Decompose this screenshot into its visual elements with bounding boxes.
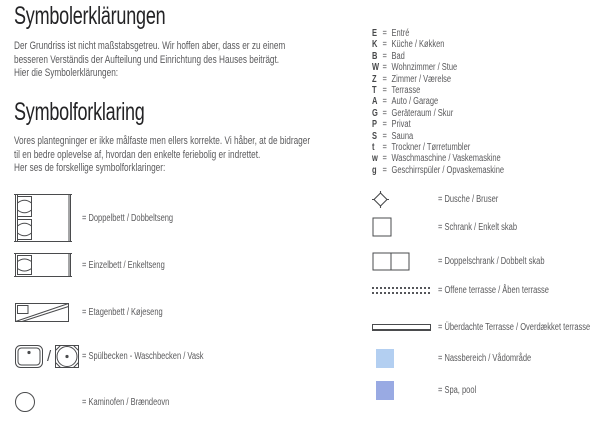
intro-text-danish [14, 135, 409, 176]
code-label: Auto / Garage [391, 96, 439, 108]
code-label: Terrasse [391, 84, 421, 96]
code-letter: K [372, 39, 378, 51]
equals-sign: = [382, 73, 387, 85]
legend-row-spa-pool [372, 381, 489, 400]
code-row [372, 119, 504, 130]
intro-danish-line: Her ses de forskellige symbolforklaringer: [14, 162, 166, 174]
intro-danish-line: Vores plantegninger er ikke målfaste men ellers korrekte. Vi håber, at de bidrager [14, 135, 311, 147]
legend-label: = Überdachte Terrasse / Overdækket terrasse [438, 321, 591, 333]
code-label: Trockner / Tørretumbler [391, 141, 471, 153]
code-row [372, 153, 504, 164]
intro-german-line: besseren Verständis der Aufteilung und Einrichtung des Hauses beiträgt. [14, 53, 280, 66]
page-title-danish: Symbolforklaring [14, 98, 145, 126]
equals-sign: = [382, 96, 387, 108]
sink-icons [14, 344, 82, 369]
legend-label: = Schrank / Enkelt skab [438, 221, 518, 233]
code-row [372, 108, 504, 119]
code-label: Sauna [391, 130, 414, 142]
legend-label: = Etagenbett / Køjeseng [82, 307, 163, 318]
legend-row-open-terrace [372, 286, 586, 294]
spa-pool-icon [372, 381, 438, 400]
code-row [372, 85, 504, 96]
code-letter: Z [372, 73, 377, 85]
equals-sign: = [382, 50, 387, 62]
equals-sign: = [382, 153, 387, 165]
legend-label: = Doppelschrank / Dobbelt skab [438, 256, 545, 267]
code-row [372, 131, 504, 142]
code-letter: B [372, 50, 378, 62]
double-cabinet-icon [372, 252, 438, 271]
slash-separator: / [47, 347, 52, 365]
legend-row-wood-stove [14, 391, 198, 413]
legend-label: = Doppelbett / Dobbeltseng [82, 212, 174, 224]
single-bed-icon [14, 252, 82, 278]
legend-label: = Spa, pool [438, 385, 477, 396]
code-row [372, 62, 504, 73]
code-letter: g [372, 164, 377, 176]
code-label: Privat [391, 119, 411, 131]
code-row [372, 39, 504, 50]
intro-german-line: Der Grundriss ist nicht maßstabsgetreu. Wir hoffen aber, dass er zu einem [14, 40, 286, 52]
legend-label: = Spülbecken - Waschbecken / Vask [82, 350, 204, 362]
equals-sign: = [382, 39, 387, 51]
room-letter-codes [372, 28, 504, 176]
legend-row-single-bed [14, 252, 192, 278]
legend-row-sink [14, 343, 244, 369]
code-label: Geschirrspüler / Opvaskemaskine [391, 164, 505, 176]
legend-row-cabinet [372, 217, 543, 237]
code-row [372, 165, 504, 176]
code-letter: P [372, 119, 378, 131]
code-label: Waschmaschine / Vaskemaskine [391, 153, 501, 165]
wet-area-icon [372, 349, 438, 368]
code-letter: T [372, 84, 377, 96]
equals-sign: = [382, 141, 387, 153]
code-label: Wohnzimmer / Stue [391, 62, 458, 74]
covered-terrace-icon [372, 324, 438, 331]
code-letter: E [372, 28, 378, 39]
code-letter: W [372, 62, 380, 74]
legend-row-wet-area [372, 349, 562, 368]
intro-danish-line: til en bedre oplevelse af, hvordan den enkelte feriebolig er indrettet. [14, 148, 261, 161]
legend-label: = Dusche / Bruser [438, 194, 499, 205]
code-letter: A [372, 96, 378, 108]
legend-label: = Nassbereich / Vådområde [438, 353, 532, 364]
code-letter: w [372, 153, 378, 165]
open-terrace-icon [372, 287, 438, 294]
page-title-german: Symbolerklärungen [14, 2, 166, 30]
kitchen-sink-icon [14, 344, 44, 369]
legend-row-bunk-bed [14, 302, 190, 323]
legend-row-shower [372, 191, 518, 208]
double-bed-icon [14, 193, 82, 243]
legend-row-double-cabinet [372, 252, 580, 271]
code-label: Küche / Køkken [391, 39, 445, 51]
code-label: Zimmer / Værelse [391, 73, 452, 85]
equals-sign: = [382, 119, 387, 131]
code-letter: G [372, 107, 378, 119]
code-row [372, 96, 504, 107]
code-label: Geräteraum / Skur [391, 107, 454, 119]
legend-row-covered-terrace [372, 323, 600, 331]
bunk-bed-icon [14, 302, 82, 323]
equals-sign: = [382, 130, 387, 142]
equals-sign: = [382, 107, 387, 119]
legend-label: = Offene terrasse / Åben terrasse [438, 284, 549, 296]
equals-sign: = [382, 62, 387, 74]
code-letter: t [372, 141, 375, 153]
code-row [372, 51, 504, 62]
legend-label: = Einzelbett / Enkeltseng [82, 259, 165, 271]
code-row [372, 142, 504, 153]
wash-basin-icon [54, 344, 80, 369]
code-letter: S [372, 130, 378, 142]
code-label: Entré [391, 28, 410, 39]
equals-sign: = [382, 28, 387, 39]
code-row [372, 28, 504, 39]
intro-german-line: Hier die Symbolerklärungen: [14, 67, 119, 79]
intro-text-german [14, 40, 376, 81]
code-label: Bad [391, 50, 405, 62]
shower-icon [372, 191, 438, 208]
legend-row-double-bed [14, 193, 203, 243]
code-row [372, 74, 504, 85]
equals-sign: = [382, 164, 387, 176]
single-cabinet-icon [372, 217, 438, 237]
equals-sign: = [382, 84, 387, 96]
legend-label: = Kaminofen / Brændeovn [82, 396, 170, 408]
wood-stove-icon [14, 391, 82, 413]
